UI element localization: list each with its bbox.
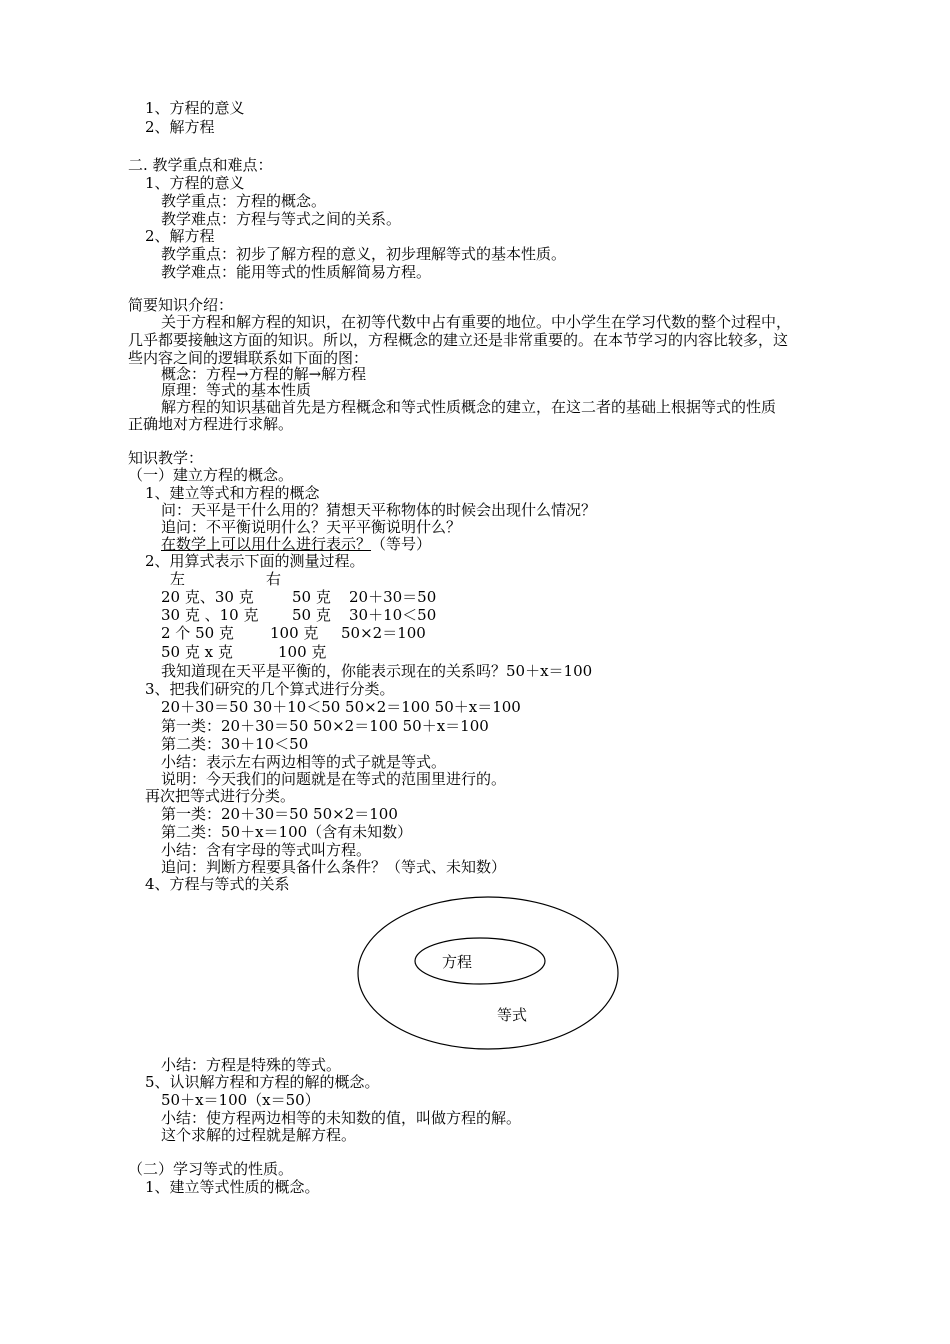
- list-item: 1、方程的意义: [145, 99, 245, 117]
- body-text: 追问：不平衡说明什么？天平平衡说明什么？: [161, 518, 462, 536]
- body-text: [161, 535, 431, 553]
- body-text: 教学难点：方程与等式之间的关系。: [161, 210, 402, 228]
- measure-right: 50 克: [292, 606, 331, 624]
- body-text: 再次把等式进行分类。: [145, 787, 296, 805]
- measure-expression: 20＋30＝50: [349, 588, 437, 606]
- body-text: 第一类：20＋30＝50 50×2＝100: [161, 805, 398, 823]
- inner-ellipse: [415, 938, 545, 984]
- body-text: 第二类：30＋10＜50: [161, 735, 309, 753]
- measure-left: 50 克 x 克: [161, 643, 233, 661]
- body-text: 20＋30＝50 30＋10＜50 50×2＝100 50＋x＝100: [161, 698, 521, 716]
- body-text: 第二类：50＋x＝100（含有未知数）: [161, 823, 413, 841]
- list-item: 1、建立等式和方程的概念: [145, 484, 320, 502]
- list-item: 1、建立等式性质的概念。: [145, 1178, 320, 1196]
- list-item: 1、方程的意义: [145, 174, 245, 192]
- list-item: 3、把我们研究的几个算式进行分类。: [145, 680, 395, 698]
- measure-left: 20 克、30 克: [161, 588, 254, 606]
- section-heading: 知识教学：: [128, 449, 204, 467]
- venn-inner-label: 方程: [442, 953, 473, 971]
- column-label-right: 右: [266, 570, 282, 588]
- body-text: 说明：今天我们的问题就是在等式的范围里进行的。: [161, 770, 507, 788]
- measure-expression: 50×2＝100: [341, 624, 426, 642]
- body-text: 小结：方程是特殊的等式。: [161, 1056, 342, 1074]
- section-heading: 二. 教学重点和难点：: [128, 156, 273, 174]
- body-text: 第一类：20＋30＝50 50×2＝100 50＋x＝100: [161, 717, 489, 735]
- body-text: 概念：方程→方程的解→解方程: [161, 365, 367, 383]
- body-text: 50＋x＝100（x＝50）: [161, 1091, 320, 1109]
- list-item: 2、用算式表示下面的测量过程。: [145, 552, 365, 570]
- body-text: 教学重点：初步了解方程的意义，初步理解等式的基本性质。: [161, 245, 567, 263]
- measure-right: 100 克: [278, 643, 327, 661]
- venn-outer-label: 等式: [497, 1006, 528, 1024]
- body-text: 几乎都要接触这方面的知识。所以，方程概念的建立还是非常重要的。在本节学习的内容比较多，这: [128, 331, 789, 349]
- outer-ellipse: [358, 897, 618, 1049]
- body-text: 小结：使方程两边相等的未知数的值，叫做方程的解。: [161, 1109, 522, 1127]
- body-text: 小结：表示左右两边相等的式子就是等式。: [161, 753, 447, 771]
- body-text: 原理：等式的基本性质: [161, 381, 312, 399]
- measure-right: 50 克: [292, 588, 331, 606]
- list-item: 2、解方程: [145, 227, 215, 245]
- body-text: 问：天平是干什么用的？猜想天平称物体的时候会出现什么情况？: [161, 501, 597, 519]
- body-text: 我知道现在天平是平衡的，你能表示现在的关系吗？50＋x＝100: [161, 662, 593, 680]
- body-text: 小结：含有字母的等式叫方程。: [161, 841, 372, 859]
- measure-left: 30 克 、10 克: [161, 606, 259, 624]
- list-item: 5、认识解方程和方程的解的概念。: [145, 1073, 380, 1091]
- body-text: 正确地对方程进行求解。: [128, 415, 294, 433]
- body-text: 教学重点：方程的概念。: [161, 192, 327, 210]
- part-heading: （一）建立方程的概念。: [128, 466, 294, 484]
- measure-left: 2 个 50 克: [161, 624, 234, 642]
- body-text: 教学难点：能用等式的性质解简易方程。: [161, 263, 432, 281]
- measure-right: 100 克: [270, 624, 319, 642]
- body-text: 这个求解的过程就是解方程。: [161, 1126, 357, 1144]
- body-text: 解方程的知识基础首先是方程概念和等式性质概念的建立，在这二者的基础上根据等式的性质: [161, 398, 777, 416]
- measure-expression: 30＋10＜50: [349, 606, 437, 624]
- body-text: 些内容之间的逻辑联系如下面的图：: [128, 349, 369, 367]
- venn-diagram: [356, 895, 622, 1055]
- underlined-question: 在数学上可以用什么进行表示？: [161, 535, 372, 553]
- body-text: 关于方程和解方程的知识，在初等代数中占有重要的地位。中小学生在学习代数的整个过程中，: [161, 313, 792, 331]
- answer-text: （等号）: [371, 535, 432, 553]
- section-heading: 简要知识介绍：: [128, 296, 234, 314]
- list-item: 2、解方程: [145, 118, 215, 136]
- body-text: 追问：判断方程要具备什么条件？（等式、未知数）: [161, 858, 507, 876]
- part-heading: （二）学习等式的性质。: [128, 1160, 294, 1178]
- column-label-left: 左: [170, 570, 186, 588]
- list-item: 4、方程与等式的关系: [145, 875, 290, 893]
